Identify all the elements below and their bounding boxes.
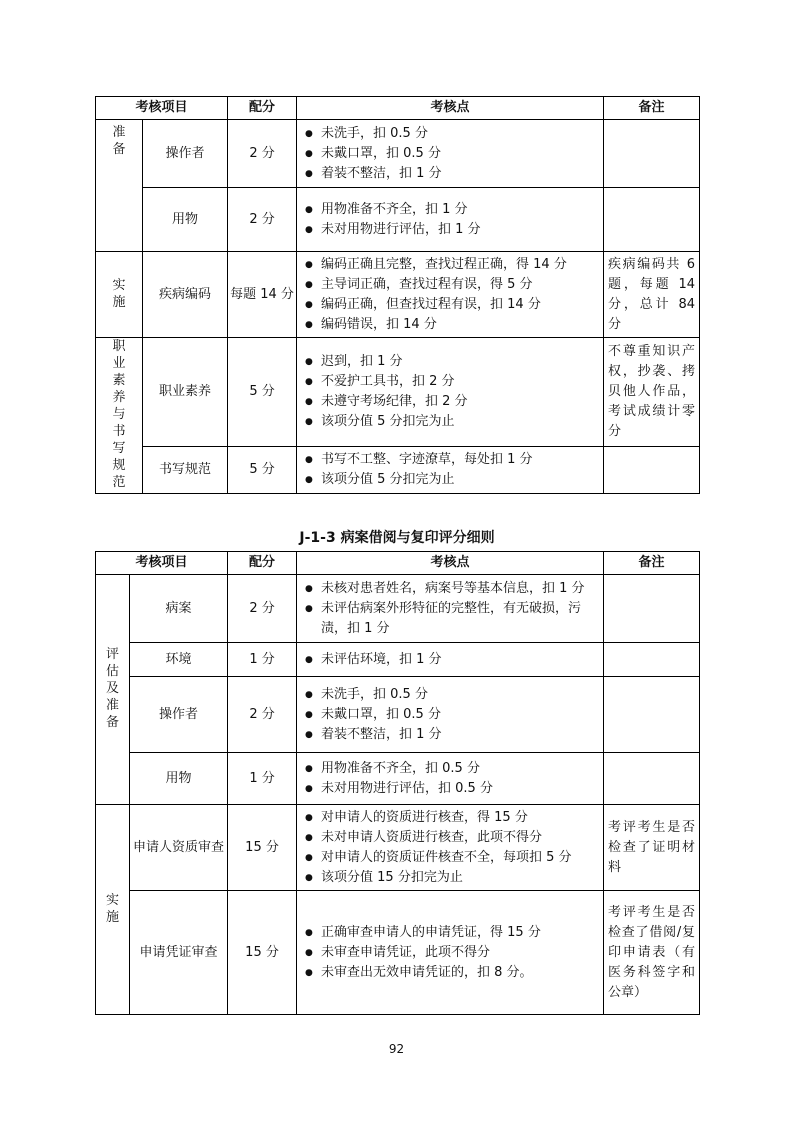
header-points: 考核点 [297,552,604,575]
point-item: ● 未对申请人资质进行核查，此项不得分 [305,828,599,848]
table-row [96,447,700,494]
note [604,575,700,643]
point-item: ● 编码错误，扣 14 分 [305,315,599,335]
table-row [96,188,700,252]
table-row [96,643,700,677]
points-cell [297,338,604,447]
point-item: ● 主导词正确，查找过程有误，得 5 分 [305,275,599,295]
score: 1 分 [228,753,297,805]
point-item: ● 迟到，扣 1 分 [305,352,599,372]
header-score: 配分 [228,552,297,575]
point-item: ● 未核对患者姓名，病案号等基本信息，扣 1 分 [305,579,599,599]
table-title: J-1-3 病案借阅与复印评分细则 [299,530,495,546]
page-number: 92 [388,1042,405,1056]
point-item: ● 着装不整洁，扣 1 分 [305,164,599,184]
table-row [96,753,700,805]
note: 考评考生是否检查了证明材料 [604,805,700,891]
sub-item: 用物 [143,188,228,252]
point-item: ● 编码正确且完整，查找过程正确，得 14 分 [305,255,599,275]
point-item: ● 未洗手，扣 0.5 分 [305,124,599,144]
table-row [96,575,700,643]
table-row [96,677,700,753]
point-item: ● 未戴口罩，扣 0.5 分 [305,144,599,164]
sub-item: 病案 [130,575,228,643]
score: 1 分 [228,643,297,677]
point-item: ● 未审查出无效申请凭证的，扣 8 分。 [305,963,599,983]
points-cell [297,575,604,643]
table-row [96,252,700,338]
sub-item: 申请凭证审查 [130,891,228,1015]
points-cell [297,252,604,338]
points-cell [297,677,604,753]
sub-item: 环境 [130,643,228,677]
sub-item: 申请人资质审查 [130,805,228,891]
table-row [96,891,700,1015]
note [604,188,700,252]
point-item: ● 未戴口罩，扣 0.5 分 [305,705,599,725]
point-item: ● 未评估环境，扣 1 分 [305,650,599,670]
score: 2 分 [228,677,297,753]
point-item: ● 对申请人的资质证件核查不全，每项扣 5 分 [305,848,599,868]
header-note: 备注 [604,97,700,120]
point-item: ● 正确审查申请人的申请凭证，得 15 分 [305,923,599,943]
table-row [96,120,700,188]
score: 15 分 [228,891,297,1015]
header-item: 考核项目 [96,552,228,575]
category-eval: 评估及准备 [96,575,130,805]
header-note: 备注 [604,552,700,575]
sub-item: 书写规范 [143,447,228,494]
point-item: ● 该项分值 15 分扣完为止 [305,868,599,888]
points-cell [297,753,604,805]
points-cell [297,188,604,252]
note: 不尊重知识产权，抄袭、拷贝他人作品，考试成绩计零分 [604,338,700,447]
sub-item: 操作者 [143,120,228,188]
sub-item: 操作者 [130,677,228,753]
note: 考评考生是否检查了借阅/复印申请表（有医务科签字和公章） [604,891,700,1015]
note [604,120,700,188]
scoring-table-1 [95,96,700,494]
point-item: ● 该项分值 5 分扣完为止 [305,412,599,432]
category-impl: 实施 [96,805,130,1015]
header-item: 考核项目 [96,97,228,120]
points-cell [297,805,604,891]
point-item: ● 用物准备不齐全，扣 0.5 分 [305,759,599,779]
header-points: 考核点 [297,97,604,120]
point-item: ● 不爱护工具书，扣 2 分 [305,372,599,392]
score: 2 分 [228,575,297,643]
point-item: ● 未遵守考场纪律，扣 2 分 [305,392,599,412]
points-cell [297,447,604,494]
note [604,643,700,677]
point-item: ● 未评估病案外形特征的完整性，有无破损，污渍，扣 1 分 [305,599,599,639]
header-row [96,552,700,575]
point-item: ● 用物准备不齐全，扣 1 分 [305,200,599,220]
sub-item: 职业素养 [143,338,228,447]
score: 每题 14 分 [228,252,297,338]
table-row [96,805,700,891]
category-prof: 职业素养与书写规范 [96,338,143,494]
point-item: ● 未对用物进行评估，扣 1 分 [305,220,599,240]
header-score: 配分 [228,97,297,120]
category-prep: 准备 [96,120,143,252]
note [604,753,700,805]
point-item: ● 未审查申请凭证，此项不得分 [305,943,599,963]
point-item: ● 着装不整洁，扣 1 分 [305,725,599,745]
points-cell [297,120,604,188]
header-row [96,97,700,120]
sub-item: 疾病编码 [143,252,228,338]
score: 15 分 [228,805,297,891]
scoring-table-2 [95,551,700,1015]
score: 5 分 [228,447,297,494]
score: 2 分 [228,120,297,188]
score: 2 分 [228,188,297,252]
score: 5 分 [228,338,297,447]
points-cell [297,891,604,1015]
point-item: ● 对申请人的资质进行核查，得 15 分 [305,808,599,828]
sub-item: 用物 [130,753,228,805]
point-item: ● 未对用物进行评估，扣 0.5 分 [305,779,599,799]
point-item: ● 未洗手，扣 0.5 分 [305,685,599,705]
note: 疾病编码共 6 题，每题 14 分，总计 84 分 [604,252,700,338]
points-cell [297,643,604,677]
point-item: ● 编码正确，但查找过程有误，扣 14 分 [305,295,599,315]
note [604,677,700,753]
point-item: ● 该项分值 5 分扣完为止 [305,470,599,490]
category-impl: 实施 [96,252,143,338]
table-row [96,338,700,447]
point-item: ● 书写不工整、字迹潦草，每处扣 1 分 [305,450,599,470]
note [604,447,700,494]
